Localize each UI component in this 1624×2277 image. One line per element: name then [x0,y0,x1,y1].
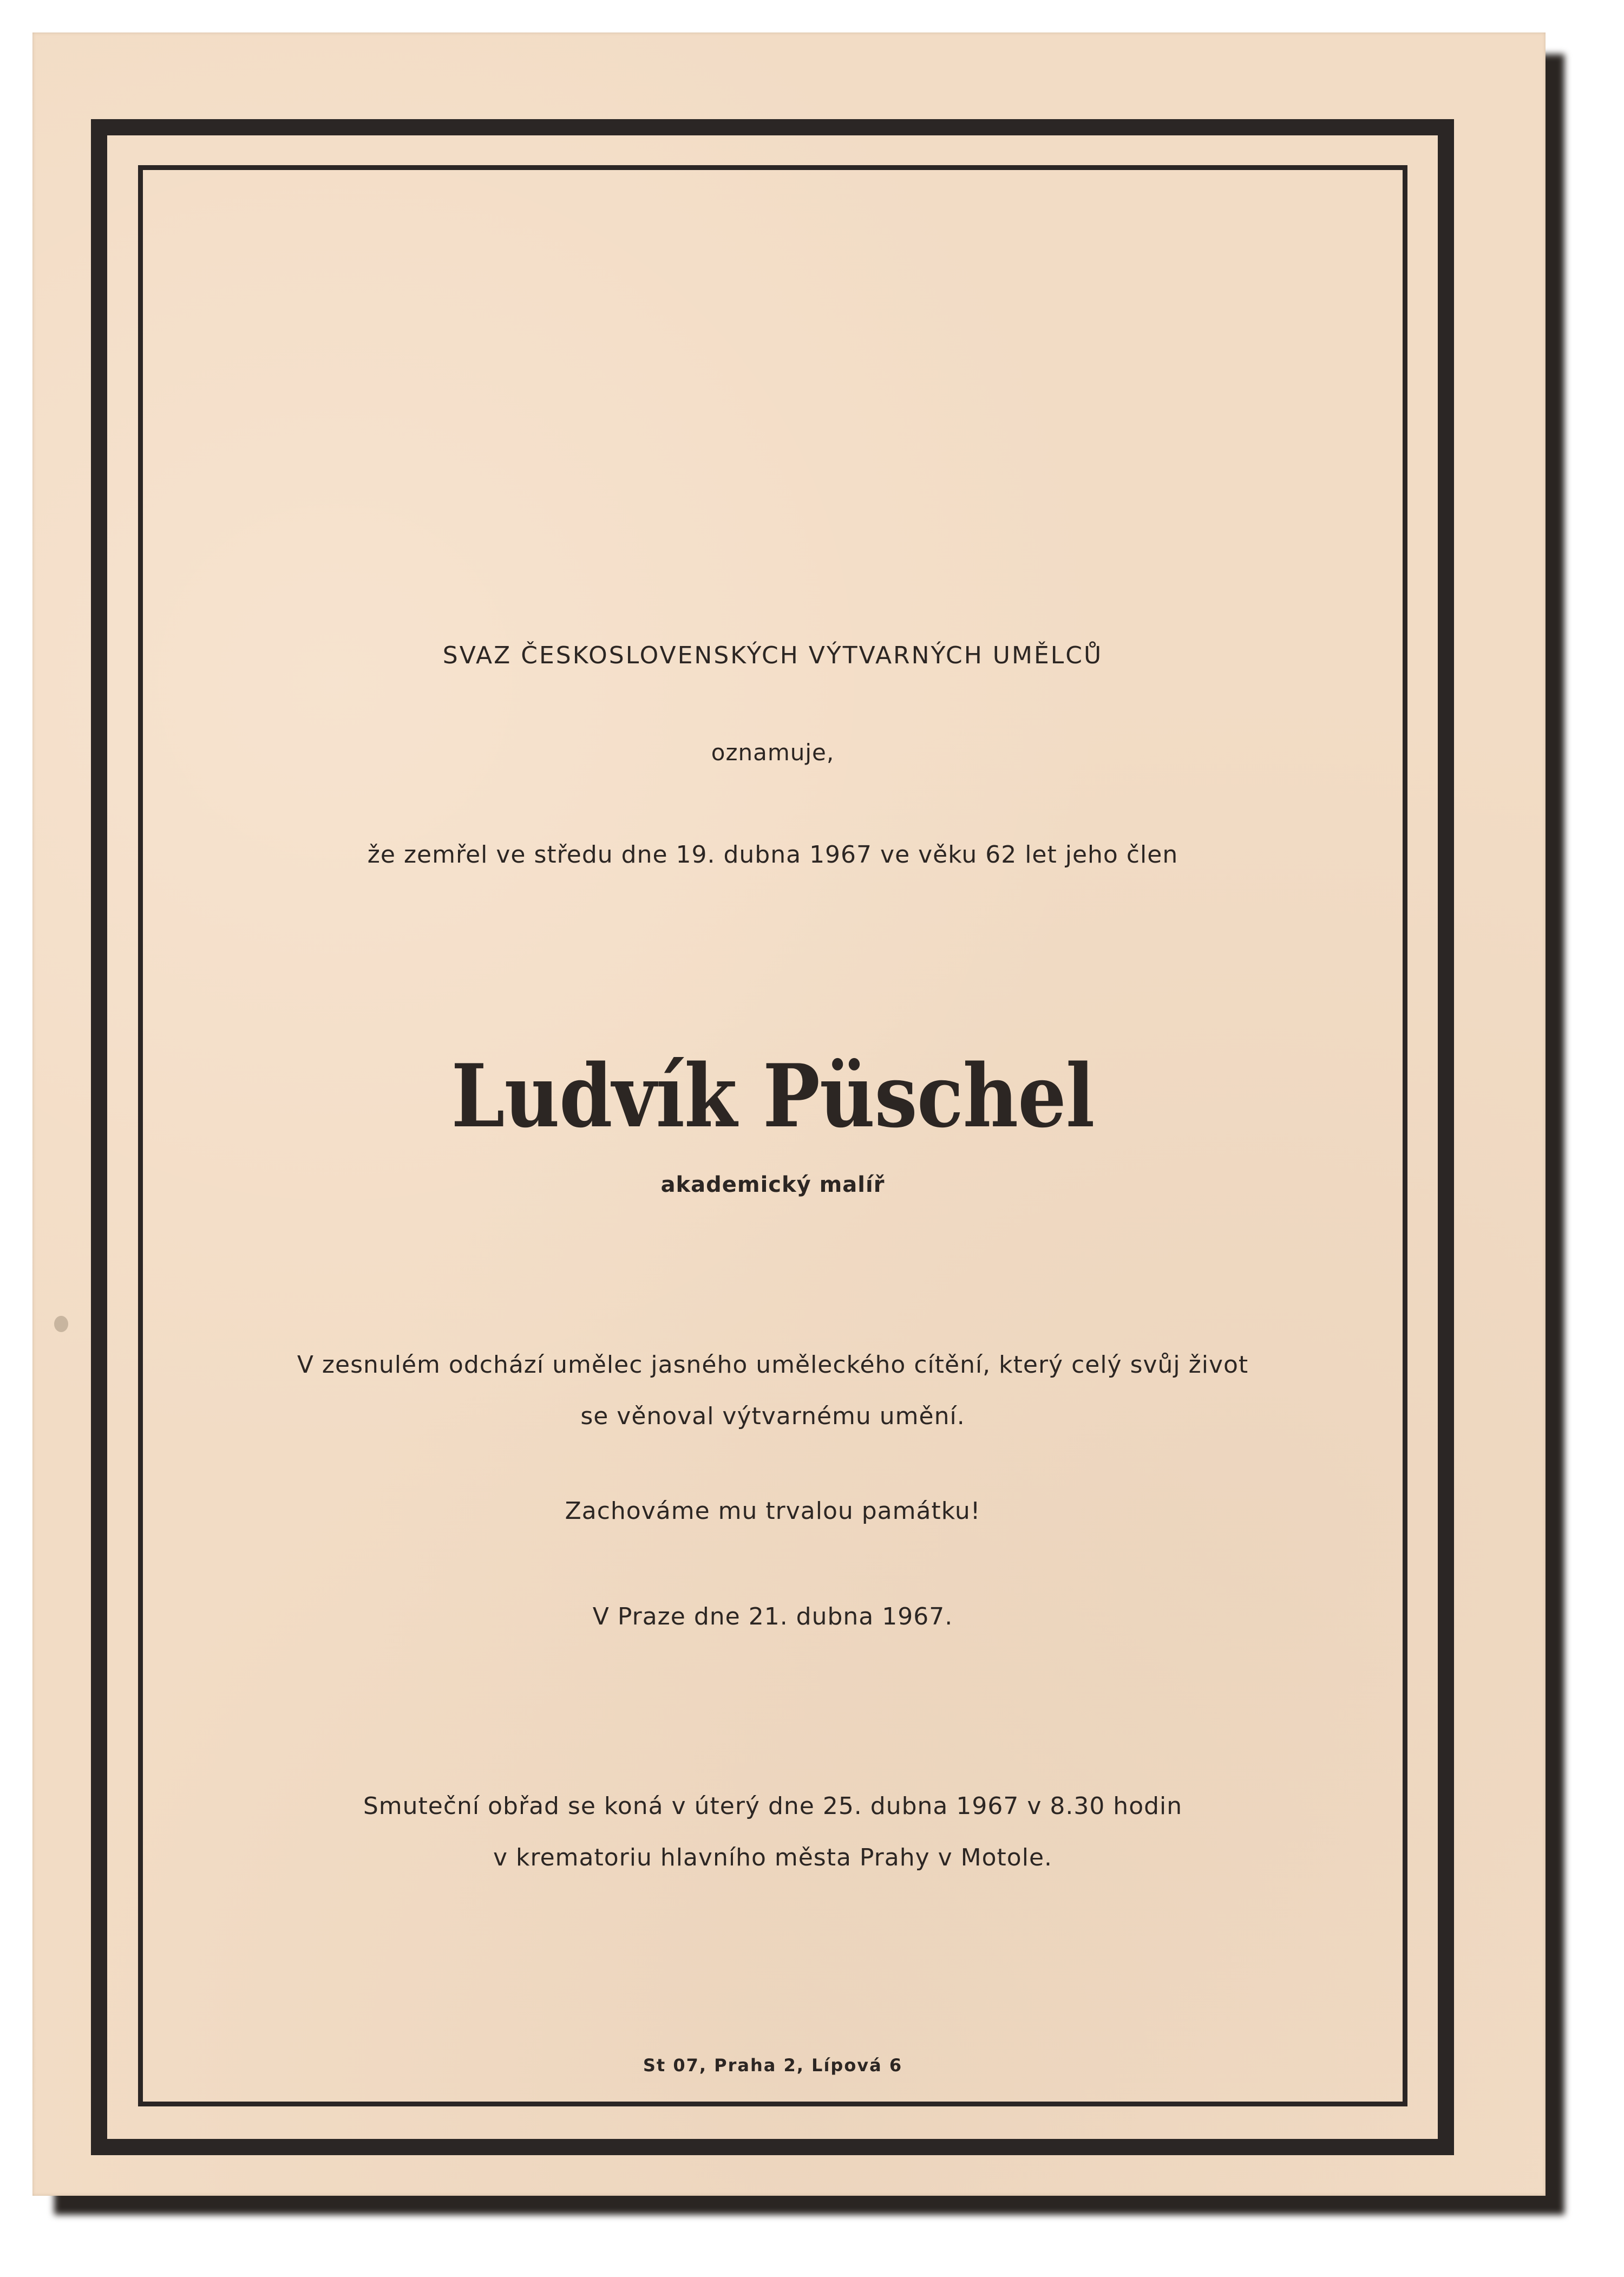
paper-speck [54,1316,68,1332]
funeral-info-line-1: Smuteční obřad se koná v úterý dne 25. dubna 1967 v 8.30 hodin [363,1792,1183,1820]
memory-statement: Zachováme mu trvalou památku! [565,1497,981,1525]
tribute-line-2: se věnoval výtvarnému umění. [580,1402,965,1430]
printer-imprint: St 07, Praha 2, Lípová 6 [643,2055,903,2076]
death-announcement: že zemřel ve středu dne 19. dubna 1967 ve věku 62 let jeho člen [367,841,1178,869]
deceased-profession: akademický malíř [660,1172,885,1197]
notice-content [138,165,1407,2106]
announces-text: oznamuje, [711,739,835,766]
organization-header: SVAZ ČESKOSLOVENSKÝCH VÝTVARNÝCH UMĚLCŮ [442,642,1103,669]
funeral-info-line-2: v krematoriu hlavního města Prahy v Motole. [493,1844,1053,1871]
tribute-line-1: V zesnulém odchází umělec jasného uměleckého cítění, který celý svůj život [297,1351,1249,1379]
obituary-sheet [32,32,1546,2196]
place-and-date: V Praze dne 21. dubna 1967. [592,1603,953,1630]
deceased-name: Ludvík Püschel [451,1045,1095,1147]
